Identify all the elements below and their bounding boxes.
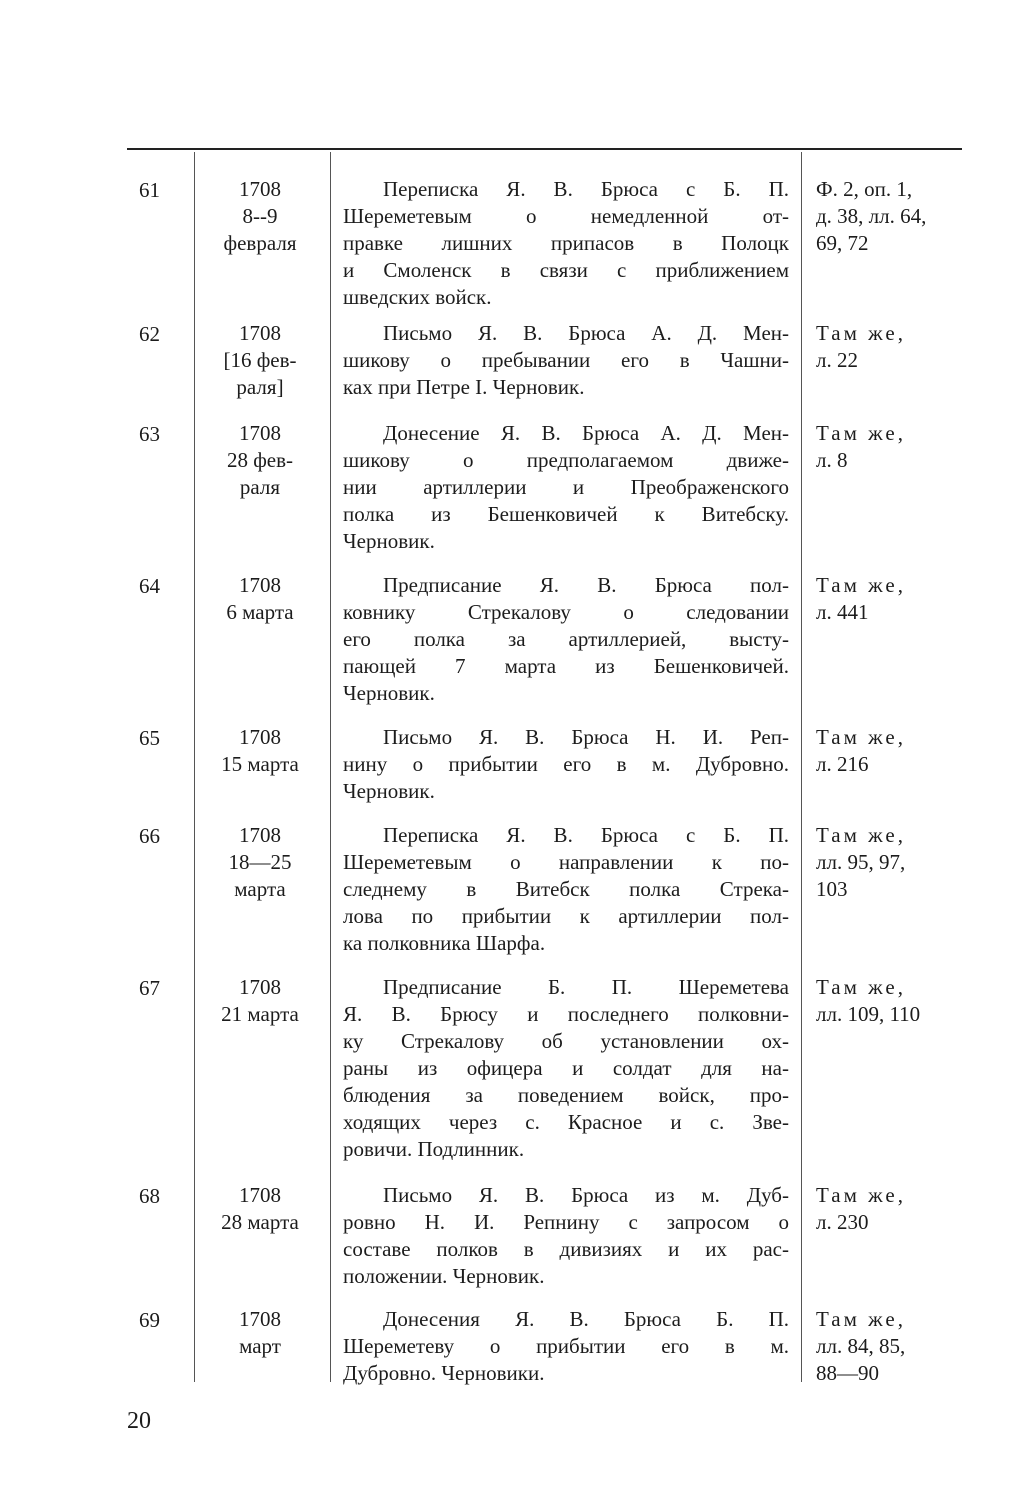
description-line: Шереметевым о немедленной от-	[343, 204, 789, 228]
reference-line: лл. 109, 110	[816, 1002, 921, 1026]
description-line: правке лишних припасов в Полоцк	[343, 231, 789, 255]
description-line: ку Стрекалову об установлении ох-	[343, 1029, 789, 1053]
reference-line: лл. 95, 97,	[816, 850, 906, 874]
column-divider-2	[330, 152, 331, 1382]
row-reference	[816, 420, 976, 474]
row-reference	[816, 974, 976, 1028]
description-line: Донесения Я. В. Брюса Б. П.	[383, 1307, 789, 1331]
description-line: следнему в Витебск полка Стрека-	[343, 877, 789, 901]
description-line: шикову о пребывании его в Чашни-	[343, 348, 789, 372]
description-line: раны из офицера и солдат для на-	[343, 1056, 789, 1080]
description-line: Черновик.	[343, 529, 435, 553]
date-line: март	[239, 1334, 281, 1358]
date-line: 1708	[239, 573, 281, 597]
row-description	[343, 724, 789, 805]
row-date	[196, 724, 324, 778]
row-number: 64	[139, 574, 160, 598]
reference-line: л. 8	[816, 448, 848, 472]
date-line: 1708	[239, 421, 281, 445]
row-number: 69	[139, 1308, 160, 1332]
date-line: 1708	[239, 1183, 281, 1207]
row-description	[343, 1306, 789, 1387]
row-description	[343, 320, 789, 401]
date-line: 1708	[239, 725, 281, 749]
row-date	[196, 420, 324, 501]
description-line: Предписание Б. П. Шереметева	[383, 975, 789, 999]
description-line: ковнику Стрекалову о следовании	[343, 600, 789, 624]
date-line: 21 марта	[221, 1002, 299, 1026]
row-number: 61	[139, 178, 160, 202]
row-number: 65	[139, 726, 160, 750]
date-line: 15 марта	[221, 752, 299, 776]
date-line: 1708	[239, 1307, 281, 1331]
description-line: лова по прибытии к артиллерии пол-	[343, 904, 789, 928]
date-line: 6 марта	[226, 600, 294, 624]
description-line: и Смоленск в связи с приближением	[343, 258, 789, 282]
description-line: ходящих через с. Красное и с. Зве-	[343, 1110, 789, 1134]
description-line: ровичи. Подлинник.	[343, 1137, 525, 1161]
reference-line: Там же,	[816, 573, 906, 597]
description-line: ровно Н. И. Репнину с запросом о	[343, 1210, 789, 1234]
row-description	[343, 1182, 789, 1290]
column-divider-3	[801, 152, 802, 1382]
description-line: Письмо Я. В. Брюса из м. Дуб-	[383, 1183, 789, 1207]
reference-line: Там же,	[816, 823, 906, 847]
description-line: блюдения за поведением войск, про-	[343, 1083, 789, 1107]
description-line: шикову о предполагаемом движе-	[343, 448, 789, 472]
row-reference	[816, 1306, 976, 1387]
row-description	[343, 420, 789, 555]
date-line: 1708	[239, 321, 281, 345]
page-number: 20	[127, 1408, 151, 1434]
reference-line: Там же,	[816, 321, 906, 345]
row-number: 66	[139, 824, 160, 848]
row-reference	[816, 724, 976, 778]
date-line: 28 фев-	[226, 448, 294, 472]
row-reference	[816, 1182, 976, 1236]
reference-line: л. 216	[816, 752, 869, 776]
reference-line: Там же,	[816, 1307, 906, 1331]
row-reference	[816, 176, 976, 257]
reference-line: л. 441	[816, 600, 869, 624]
row-date	[196, 320, 324, 401]
reference-line: Там же,	[816, 725, 906, 749]
reference-line: д. 38, лл. 64,	[816, 204, 927, 228]
reference-line: Там же,	[816, 421, 906, 445]
reference-line: 69, 72	[816, 231, 869, 255]
top-rule	[127, 148, 962, 150]
description-line: Шереметевым о направлении к по-	[343, 850, 789, 874]
description-line: полка из Бешенковичей к Витебску.	[343, 502, 789, 526]
date-line: 18—25	[228, 850, 292, 874]
date-line: 1708	[239, 177, 281, 201]
description-line: Переписка Я. В. Брюса с Б. П.	[383, 177, 789, 201]
description-line: Шереметеву о прибытии его в м.	[343, 1334, 789, 1358]
row-date	[196, 572, 324, 626]
row-date	[196, 822, 324, 903]
reference-line: Ф. 2, оп. 1,	[816, 177, 913, 201]
reference-line: 88—90	[816, 1361, 879, 1385]
date-line: 1708	[239, 975, 281, 999]
description-line: Письмо Я. В. Брюса А. Д. Мен-	[383, 321, 789, 345]
row-date	[196, 1182, 324, 1236]
row-description	[343, 974, 789, 1163]
row-description	[343, 176, 789, 311]
row-description	[343, 572, 789, 707]
description-line: Дубровно. Черновики.	[343, 1361, 545, 1385]
row-date	[196, 974, 324, 1028]
column-divider-1	[194, 152, 195, 1382]
description-line: Переписка Я. В. Брюса с Б. П.	[383, 823, 789, 847]
description-line: его полка за артиллерией, высту-	[343, 627, 789, 651]
description-line: ках при Петре I. Черновик.	[343, 375, 585, 399]
description-line: нину о прибытии его в м. Дубровно.	[343, 752, 789, 776]
row-number: 68	[139, 1184, 160, 1208]
description-line: Я. В. Брюсу и последнего полковни-	[343, 1002, 789, 1026]
row-reference	[816, 572, 976, 626]
row-date	[196, 176, 324, 257]
row-reference	[816, 822, 976, 903]
reference-line: Там же,	[816, 975, 906, 999]
reference-line: 103	[816, 877, 848, 901]
date-line: марта	[234, 877, 286, 901]
reference-line: Там же,	[816, 1183, 906, 1207]
description-line: Предписание Я. В. Брюса пол-	[383, 573, 789, 597]
description-line: Черновик.	[343, 681, 435, 705]
description-line: Письмо Я. В. Брюса Н. И. Реп-	[383, 725, 789, 749]
description-line: положении. Черновик.	[343, 1264, 545, 1288]
reference-line: лл. 84, 85,	[816, 1334, 906, 1358]
description-line: ка полковника Шарфа.	[343, 931, 546, 955]
row-date	[196, 1306, 324, 1360]
description-line: Донесение Я. В. Брюса А. Д. Мен-	[383, 421, 789, 445]
row-description	[343, 822, 789, 957]
description-line: составе полков в дивизиях и их рас-	[343, 1237, 789, 1261]
date-line: 8--9	[242, 204, 278, 228]
date-line: 1708	[239, 823, 281, 847]
reference-line: л. 22	[816, 348, 858, 372]
row-number: 67	[139, 976, 160, 1000]
description-line: нии артиллерии и Преображенского	[343, 475, 789, 499]
date-line: раля	[239, 475, 281, 499]
row-reference	[816, 320, 976, 374]
row-number: 62	[139, 322, 160, 346]
row-number: 63	[139, 422, 160, 446]
description-line: шведских войск.	[343, 285, 492, 309]
date-line: [16 фев-	[223, 348, 297, 372]
reference-line: л. 230	[816, 1210, 869, 1234]
date-line: раля]	[236, 375, 284, 399]
description-line: Черновик.	[343, 779, 435, 803]
date-line: февраля	[223, 231, 297, 255]
description-line: пающей 7 марта из Бешенковичей.	[343, 654, 789, 678]
date-line: 28 марта	[221, 1210, 299, 1234]
